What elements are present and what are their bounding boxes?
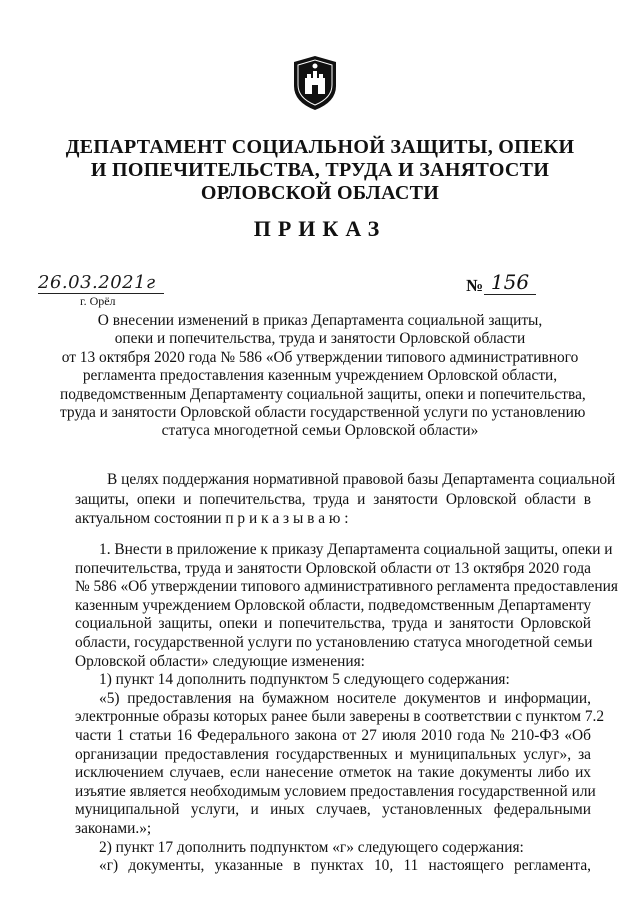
body-line: «5) предоставления на бумажном носителе документов и информации, bbox=[99, 689, 591, 707]
body-line: 2) пункт 17 дополнить подпунктом «г» следующего содержания: bbox=[99, 838, 524, 856]
subject-line: труда и занятости Орловской области государственной услуги по установлению bbox=[60, 404, 586, 422]
body-line: 1. Внести в приложение к приказу Департамента социальной защиты, опеки и bbox=[99, 541, 613, 558]
handwritten-number: 156 bbox=[484, 270, 536, 295]
body-line: электронные образы которых ранее были заверены в соответствии с пунктом 7.2 bbox=[75, 708, 605, 726]
order-subject bbox=[60, 312, 586, 441]
preamble-line: В целях поддержания нормативной правовой базы Департамента социальной bbox=[107, 471, 616, 488]
body-line: социальной защиты, опеки и попечительства, труда и занятости Орловской bbox=[75, 615, 591, 633]
body-line: попечительства, труда и занятости Орловской области от 13 октября 2020 года bbox=[75, 559, 591, 577]
preamble-paragraph bbox=[75, 470, 616, 529]
body-line: организации предоставления государственных и муниципальных услуг», за bbox=[75, 745, 591, 763]
department-line: ДЕПАРТАМЕНТ СОЦИАЛЬНОЙ ЗАЩИТЫ, ОПЕКИ bbox=[65, 136, 575, 158]
city-label: г. Орёл bbox=[80, 294, 116, 308]
body-line: области, государственной услуги по установлению статуса многодетной семьи bbox=[75, 633, 593, 651]
subject-line: подведомственным Департаменту социальной защиты, опеки и попечительства, bbox=[60, 385, 586, 403]
body-line: казенным учреждением Орловской области, подведомственным Департаменту bbox=[75, 596, 592, 614]
handwritten-date: 26.03.2021г bbox=[38, 272, 164, 294]
body-line: «г) документы, указанные в пунктах 10, 11 настоящего регламента, bbox=[99, 857, 591, 875]
document-type-title: ПРИКАЗ bbox=[253, 216, 387, 241]
subject-line: от 13 октября 2020 года № 586 «Об утверждении типового административного bbox=[61, 348, 579, 366]
body-line: Орловской области» следующие изменения: bbox=[75, 652, 365, 670]
body-line: изъятие является необходимым условием предоставления государственной или bbox=[75, 782, 596, 800]
department-name bbox=[60, 136, 580, 205]
body-line: законами.»; bbox=[75, 819, 152, 837]
coat-of-arms-icon bbox=[288, 52, 342, 112]
number-label: № bbox=[466, 276, 484, 295]
department-line: ОРЛОВСКОЙ ОБЛАСТИ bbox=[200, 182, 440, 204]
order-body bbox=[75, 541, 618, 876]
preamble-line: защиты, опеки и попечительства, труда и занятости Орловской области в bbox=[75, 490, 591, 508]
subject-line: О внесении изменений в приказ Департамента социальной защиты, bbox=[97, 312, 543, 329]
subject-line: регламента предоставления казенным учреждением Орловской области, bbox=[82, 367, 558, 385]
body-line: 1) пункт 14 дополнить подпунктом 5 следующего содержания: bbox=[99, 671, 510, 689]
body-line: части 1 статьи 16 Федерального закона от 27 июля 2010 года № 210-ФЗ «Об bbox=[75, 726, 591, 744]
body-line: исключением случаев, если нанесение отметок на такие документы либо их bbox=[75, 764, 591, 782]
department-line: И ПОПЕЧИТЕЛЬСТВА, ТРУДА И ЗАНЯТОСТИ bbox=[90, 159, 550, 181]
body-line: № 586 «Об утверждении типового административного регламента предоставления bbox=[75, 578, 618, 596]
preamble-line: актуальном состоянии п р и к а з ы в а ю : bbox=[75, 510, 349, 527]
subject-line: статуса многодетной семьи Орловской области» bbox=[161, 422, 479, 440]
subject-line: опеки и попечительства, труда и занятости Орловской области bbox=[114, 330, 526, 348]
body-line: муниципальной услуги, и иных случаев, установленных федеральными bbox=[75, 801, 591, 819]
